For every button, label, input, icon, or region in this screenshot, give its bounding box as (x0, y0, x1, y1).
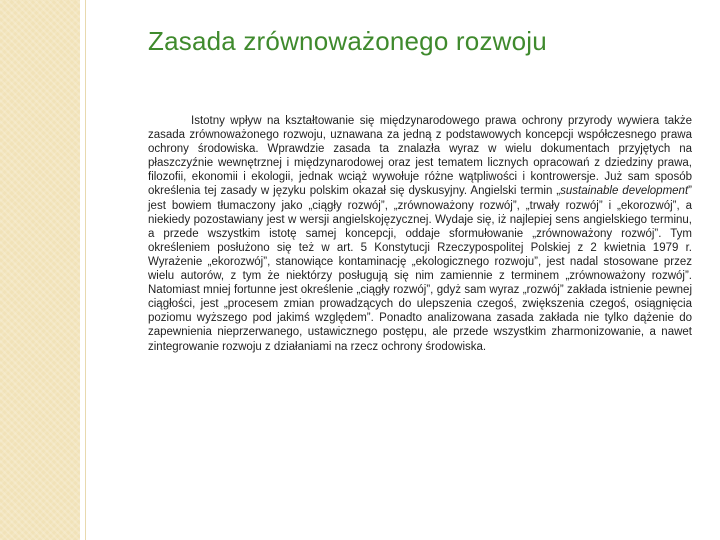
paragraph-text-part-1: Istotny wpływ na kształtowanie się międzynarodowego prawa ochrony przyrody wywiera także zasada zrównoważonego rozwoju, uznawana za jedną z podstawowych koncepcji współczesnego prawa ochrony środowiska. Wprawdzie zasada ta znalazła wyraz w wielu dokumentach przyjętych na płaszczyźnie wewnętrznej i międzynarodowej oraz jest tematem licznych opracowań z dziedziny prawa, filozofii, ekonomii i ekologii, jednak wciąż wywołuje różne wątpliwości i kontrowersje. Już sam sposób określenia tej zasady w języku polskim okazał się dyskusyjny. Angielski termin „ (148, 115, 692, 198)
decorative-divider-line (85, 0, 86, 540)
slide-body-paragraph (148, 114, 692, 354)
decorative-side-band (0, 0, 80, 540)
paragraph-text-part-2: ” jest bowiem tłumaczony jako „ciągły rozwój”, „zrównoważony rozwój”, „trwały rozwój” i „ekorozwój”, a niekiedy pozostawiany jest w wersji angielskojęzycznej. Wydaje się, iż najlepiej sens angielskiego terminu, a przede wszystkim istotę samej koncepcji, oddaje sformułowanie „zrównoważony rozwój”. Tym określeniem posłużono się też w art. 5 Konstytucji Rzeczypospolitej Polskiej z 2 kwietnia 1979 r. Wyrażenie „ekorozwój”, stanowiące kontaminację „ekologicznego rozwoju”, jest nadal stosowane przez wielu autorów, z tym że niektórzy posługują się nim zamiennie z terminem „zrównoważony rozwój”. Natomiast mniej fortunne jest określenie „ciągły rozwój”, gdyż sam wyraz „rozwój” zakłada istnienie pewnej ciągłości, jest „procesem zmian prowadzących do ulepszenia czegoś, zwiększenia czegoś, osiągnięcia poziomu wyższego pod jakimś względem”. Ponadto analizowana zasada zakłada nie tylko dążenie do zapewnienia nieprzerwanego, ustawicznego postępu, ale przede wszystkim zharmonizowanie, a nawet zintegrowanie rozwoju z działaniami na rzecz ochrony środowiska. (148, 185, 692, 353)
english-term: sustainable development (560, 185, 689, 198)
slide-title: Zasada zrównoważonego rozwoju (148, 26, 547, 56)
